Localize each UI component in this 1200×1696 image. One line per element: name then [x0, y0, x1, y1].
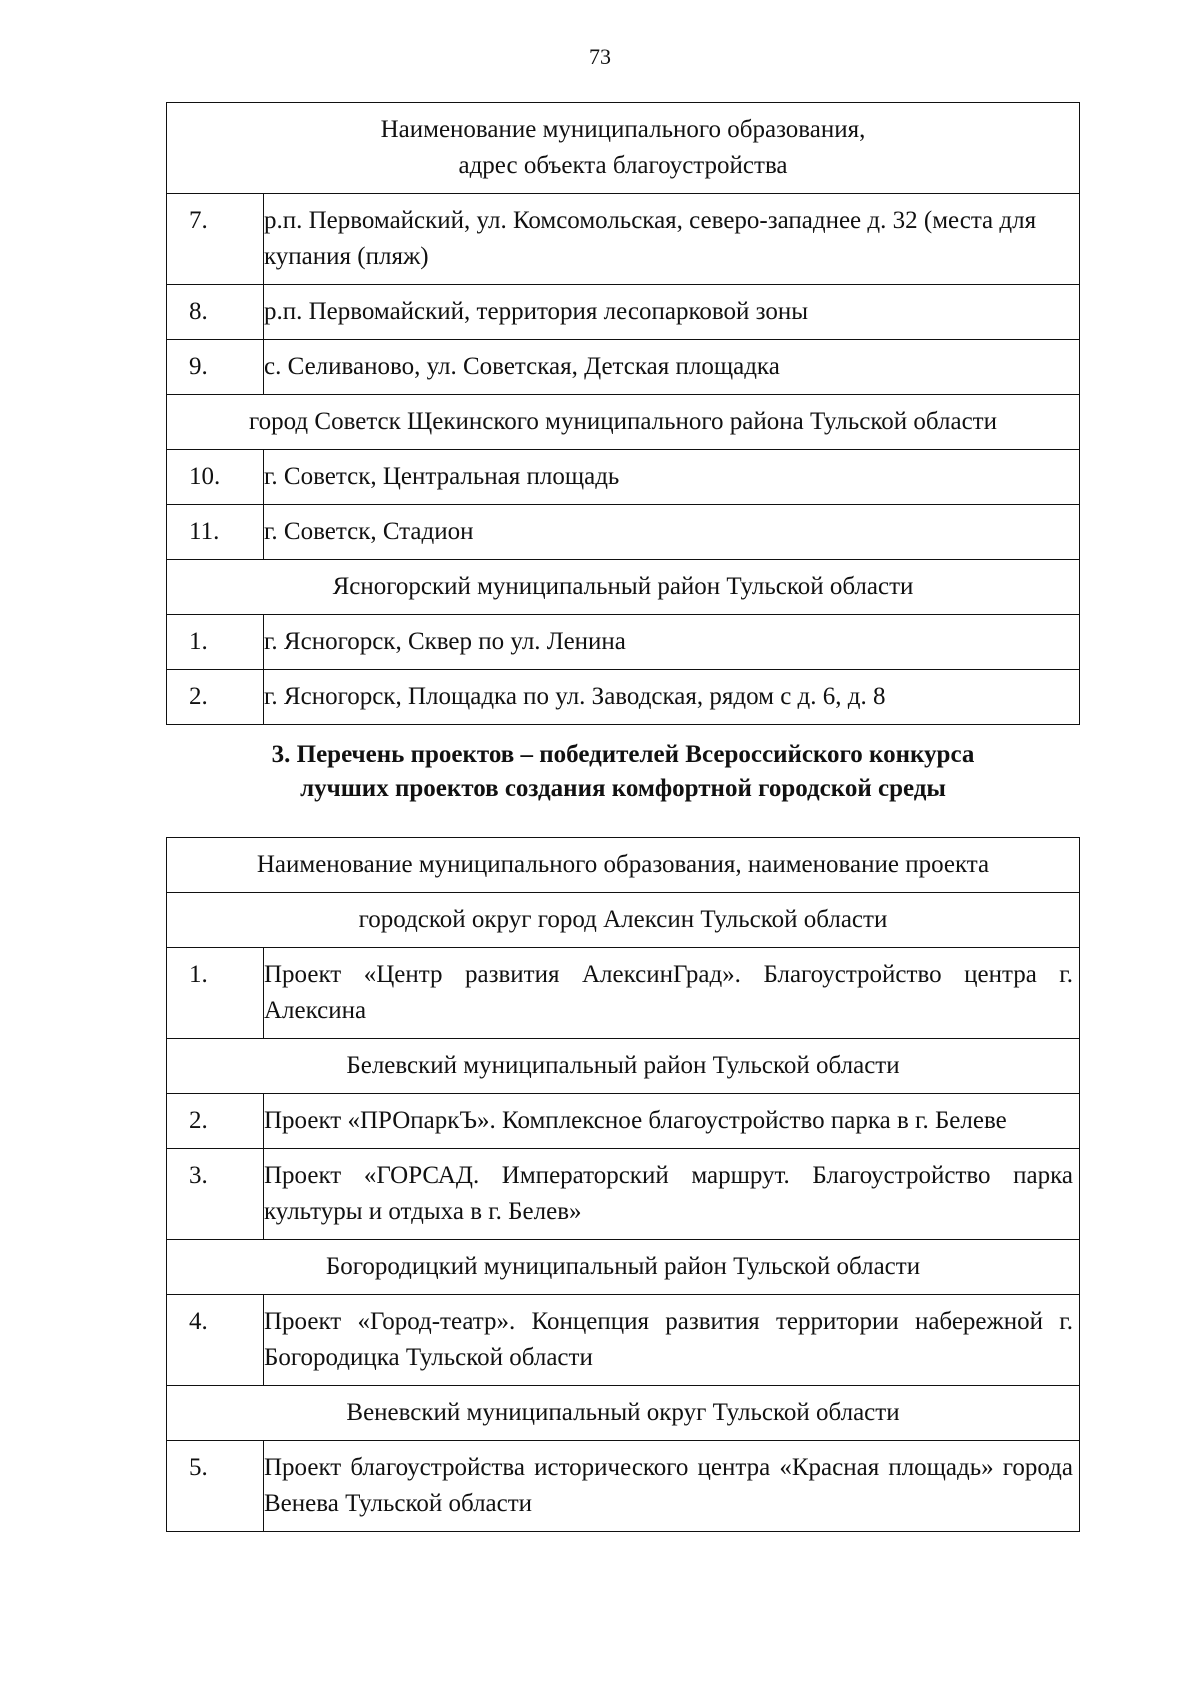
section-3-title: [166, 738, 1080, 806]
table-row: [167, 194, 1080, 285]
row-number: 9.: [167, 340, 264, 395]
group-heading-belev: Белевский муниципальный район Тульской области: [167, 1039, 1080, 1094]
table-row: [167, 1094, 1080, 1149]
row-number: 11.: [167, 505, 264, 560]
row-number: 5.: [167, 1441, 264, 1532]
row-text: с. Селиваново, ул. Советская, Детская площадка: [264, 340, 1080, 395]
table-row: [167, 285, 1080, 340]
row-number: 10.: [167, 450, 264, 505]
row-text: р.п. Первомайский, территория лесопарковой зоны: [264, 285, 1080, 340]
group-row: [167, 395, 1080, 450]
row-text: Проект благоустройства исторического центра «Красная площадь» города Венева Тульской области: [264, 1441, 1080, 1532]
row-text: Проект «Центр развития АлексинГрад». Благоустройство центра г. Алексина: [264, 948, 1080, 1039]
table-row: [167, 948, 1080, 1039]
group-heading-bogoroditsk: Богородицкий муниципальный район Тульской области: [167, 1240, 1080, 1295]
group-heading-sovetsk: город Советск Щекинского муниципального района Тульской области: [167, 395, 1080, 450]
row-text: Проект «ГОРСАД. Императорский маршрут. Благоустройство парка культуры и отдыха в г. Белев»: [264, 1149, 1080, 1240]
table-row: [167, 505, 1080, 560]
header-line-2: адрес объекта благоустройства: [458, 152, 788, 179]
page-number: 73: [589, 44, 611, 69]
table-row: [167, 1149, 1080, 1240]
group-row: [167, 1240, 1080, 1295]
row-text: Проект «Город-театр». Концепция развития территории набережной г. Богородицка Тульской области: [264, 1295, 1080, 1386]
table-row: [167, 450, 1080, 505]
row-text: г. Советск, Стадион: [264, 505, 1080, 560]
row-number: 1.: [167, 615, 264, 670]
contest-winners-table: [166, 837, 1080, 1532]
group-row: [167, 1386, 1080, 1441]
row-text: г. Ясногорск, Сквер по ул. Ленина: [264, 615, 1080, 670]
row-text: г. Советск, Центральная площадь: [264, 450, 1080, 505]
row-number: 2.: [167, 1094, 264, 1149]
row-number: 3.: [167, 1149, 264, 1240]
row-text: Проект «ПРОпаркЪ». Комплексное благоустройство парка в г. Белеве: [264, 1094, 1080, 1149]
group-heading-aleksin: городской округ город Алексин Тульской области: [167, 893, 1080, 948]
group-heading-venev: Веневский муниципальный округ Тульской области: [167, 1386, 1080, 1441]
group-row: [167, 893, 1080, 948]
table-header-row: [167, 103, 1080, 194]
group-row: [167, 560, 1080, 615]
row-number: 7.: [167, 194, 264, 285]
row-number: 4.: [167, 1295, 264, 1386]
municipal-objects-table: [166, 102, 1080, 725]
table-row: [167, 1441, 1080, 1532]
row-number: 1.: [167, 948, 264, 1039]
table-row: [167, 670, 1080, 725]
table-header-row: [167, 838, 1080, 893]
table-header-cell: Наименование муниципального образования, наименование проекта: [167, 838, 1080, 893]
table-header-cell: [167, 103, 1080, 194]
row-text: г. Ясногорск, Площадка по ул. Заводская, рядом с д. 6, д. 8: [264, 670, 1080, 725]
row-number: 2.: [167, 670, 264, 725]
row-text: р.п. Первомайский, ул. Комсомольская, северо-западнее д. 32 (места для купания (пляж): [264, 194, 1080, 285]
header-line-1: Наименование муниципального образования,: [380, 116, 866, 143]
row-number: 8.: [167, 285, 264, 340]
section-title-line-2: лучших проектов создания комфортной городской среды: [300, 775, 946, 802]
table-row: [167, 340, 1080, 395]
group-heading-yasnogorsk: Ясногорский муниципальный район Тульской области: [167, 560, 1080, 615]
table-row: [167, 1295, 1080, 1386]
table-row: [167, 615, 1080, 670]
group-row: [167, 1039, 1080, 1094]
section-title-line-1: 3. Перечень проектов – победителей Всероссийского конкурса: [271, 741, 975, 768]
